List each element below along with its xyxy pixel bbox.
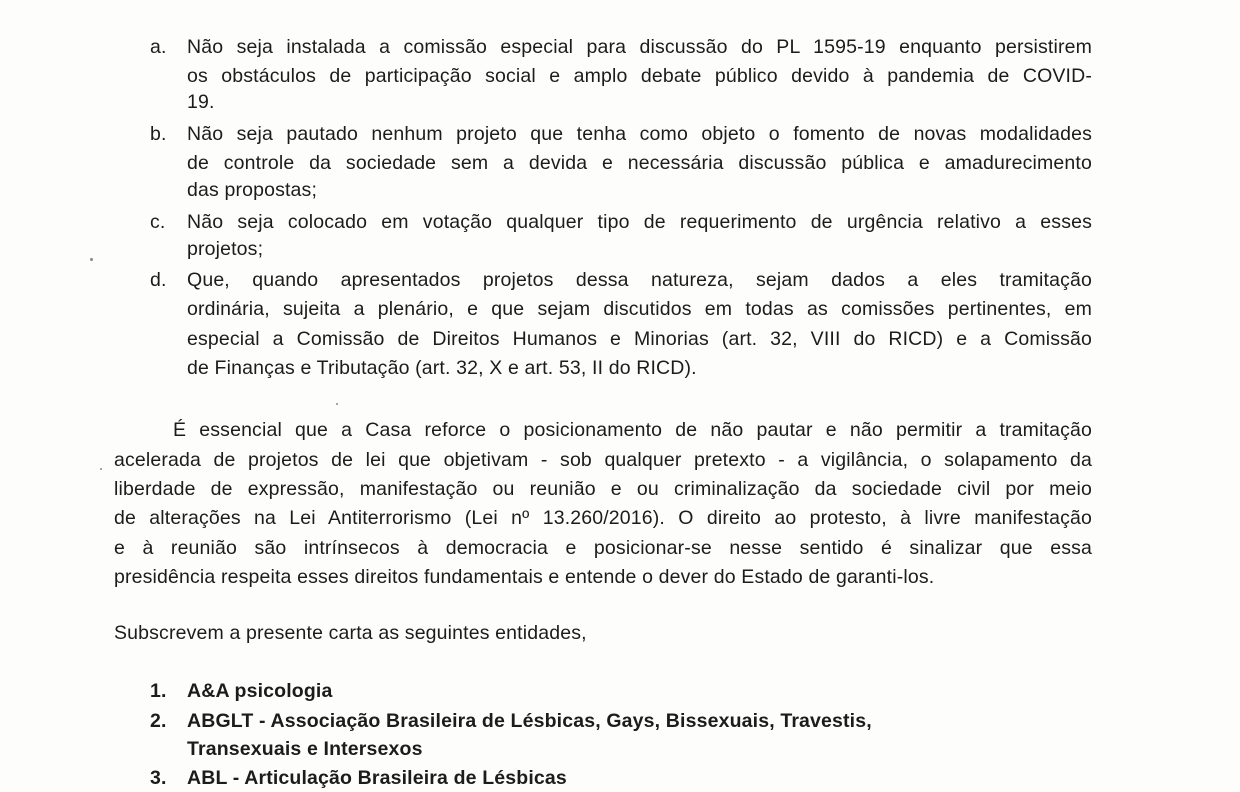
- request-text-line: os obstáculos de participação social e amplo debate público devido à pandemia de COVID-: [187, 65, 1092, 87]
- request-text-line: ordinária, sujeita a plenário, e que sejam discutidos em todas as comissões pertinentes, em: [187, 298, 1092, 320]
- scan-speck: [336, 403, 338, 405]
- entity-name: A&A psicologia: [187, 680, 333, 702]
- request-text-line: especial a Comissão de Direitos Humanos e Minorias (art. 32, VIII do RICD) e a Comissão: [187, 328, 1092, 350]
- entity-name-continued: Transexuais e Intersexos: [187, 738, 423, 760]
- request-marker: a.: [150, 36, 167, 58]
- paragraph-line: de alterações na Lei Antiterrorismo (Lei nº 13.260/2016). O direito ao protesto, à livre manifestação: [114, 507, 1092, 529]
- request-text-line: Não seja pautado nenhum projeto que tenha como objeto o fomento de novas modalidades: [187, 123, 1092, 145]
- request-text-line: de Finanças e Tributação (art. 32, X e art. 53, II do RICD).: [187, 357, 697, 379]
- paragraph-line: presidência respeita esses direitos fundamentais e entende o dever do Estado de garanti-los.: [114, 566, 935, 588]
- request-text-line: de controle da sociedade sem a devida e necessária discussão pública e amadurecimento: [187, 152, 1092, 174]
- entity-name: ABL - Articulação Brasileira de Lésbicas: [187, 767, 567, 789]
- request-text-line: Não seja instalada a comissão especial para discussão do PL 1595-19 enquanto persistirem: [187, 36, 1092, 58]
- request-text-line: projetos;: [187, 238, 264, 260]
- scan-speck: [100, 468, 102, 470]
- subscribers-intro: Subscrevem a presente carta as seguintes entidades,: [114, 622, 587, 644]
- request-text-line: Que, quando apresentados projetos dessa natureza, sejam dados a eles tramitação: [187, 269, 1092, 291]
- request-text-line: Não seja colocado em votação qualquer tipo de requerimento de urgência relativo a esses: [187, 211, 1092, 233]
- request-marker: c.: [150, 211, 166, 233]
- entity-name: ABGLT - Associação Brasileira de Lésbicas, Gays, Bissexuais, Travestis,: [187, 710, 872, 732]
- request-marker: b.: [150, 123, 167, 145]
- paragraph-line: liberdade de expressão, manifestação ou reunião e ou criminalização da sociedade civil por meio: [114, 478, 1092, 500]
- request-marker: d.: [150, 269, 167, 291]
- paragraph-line: e à reunião são intrínsecos à democracia e posicionar-se nesse sentido é sinalizar que essa: [114, 537, 1092, 559]
- entity-number: 2.: [150, 710, 167, 732]
- request-text-line: das propostas;: [187, 179, 318, 201]
- scan-speck: [90, 258, 93, 261]
- request-text-line: 19.: [187, 91, 215, 113]
- paragraph-line: acelerada de projetos de lei que objetivam - sob qualquer pretexto - a vigilância, o solapamento da: [114, 449, 1092, 471]
- entity-number: 1.: [150, 680, 167, 702]
- entity-number: 3.: [150, 767, 167, 789]
- paragraph-line: É essencial que a Casa reforce o posicionamento de não pautar e não permitir a tramitação: [173, 419, 1092, 441]
